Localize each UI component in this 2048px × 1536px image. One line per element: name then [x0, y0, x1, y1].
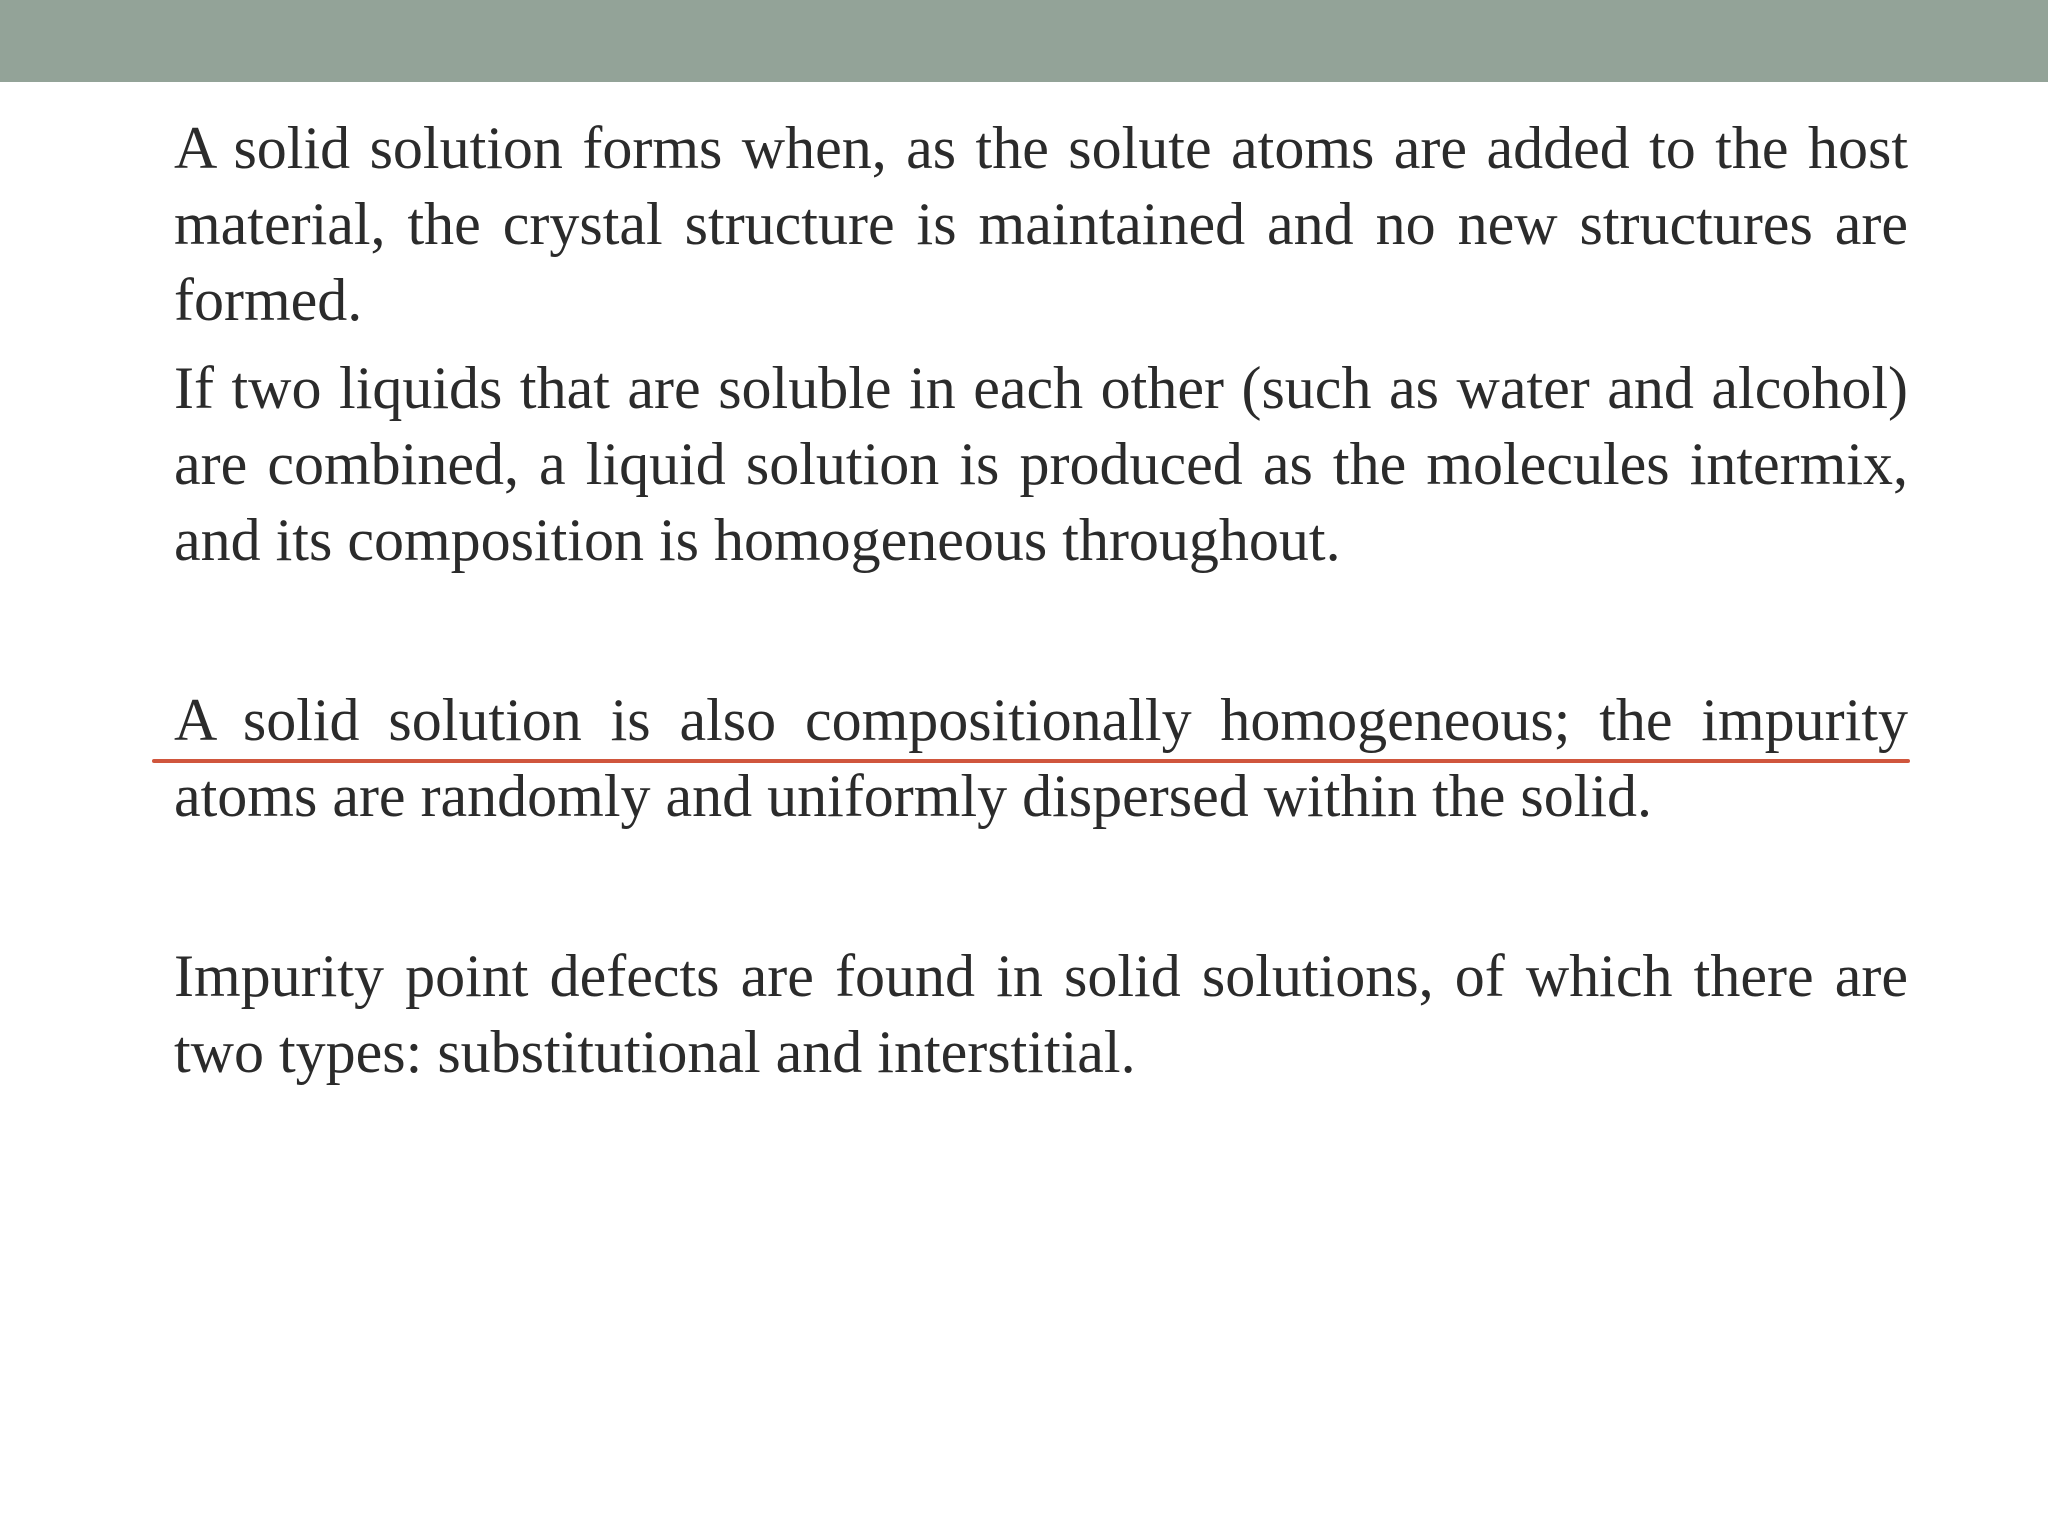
slide-header-bar: [0, 0, 2048, 82]
paragraph-liquid-solution-example: If two liquids that are soluble in each other (such as water and alcohol) are combined, a liquid solution is produced as the molecules intermix, and its composition is homogeneous throughout.: [174, 355, 1908, 573]
paragraph-impurity-point-defects: Impurity point defects are found in solid solutions, of which there are two types: substitutional and interstitial.: [174, 943, 1908, 1085]
slide-body: [174, 110, 1908, 1090]
paragraph-solid-solution-definition: A solid solution forms when, as the solute atoms are added to the host material, the crystal structure is maintained and no new structures are formed.: [174, 115, 1908, 333]
red-annotation-underline: [152, 759, 1910, 763]
paragraph-compositional-homogeneity: A solid solution is also compositionally homogeneous; the impurity atoms are randomly and uniformly dispersed within the solid.: [174, 687, 1908, 829]
